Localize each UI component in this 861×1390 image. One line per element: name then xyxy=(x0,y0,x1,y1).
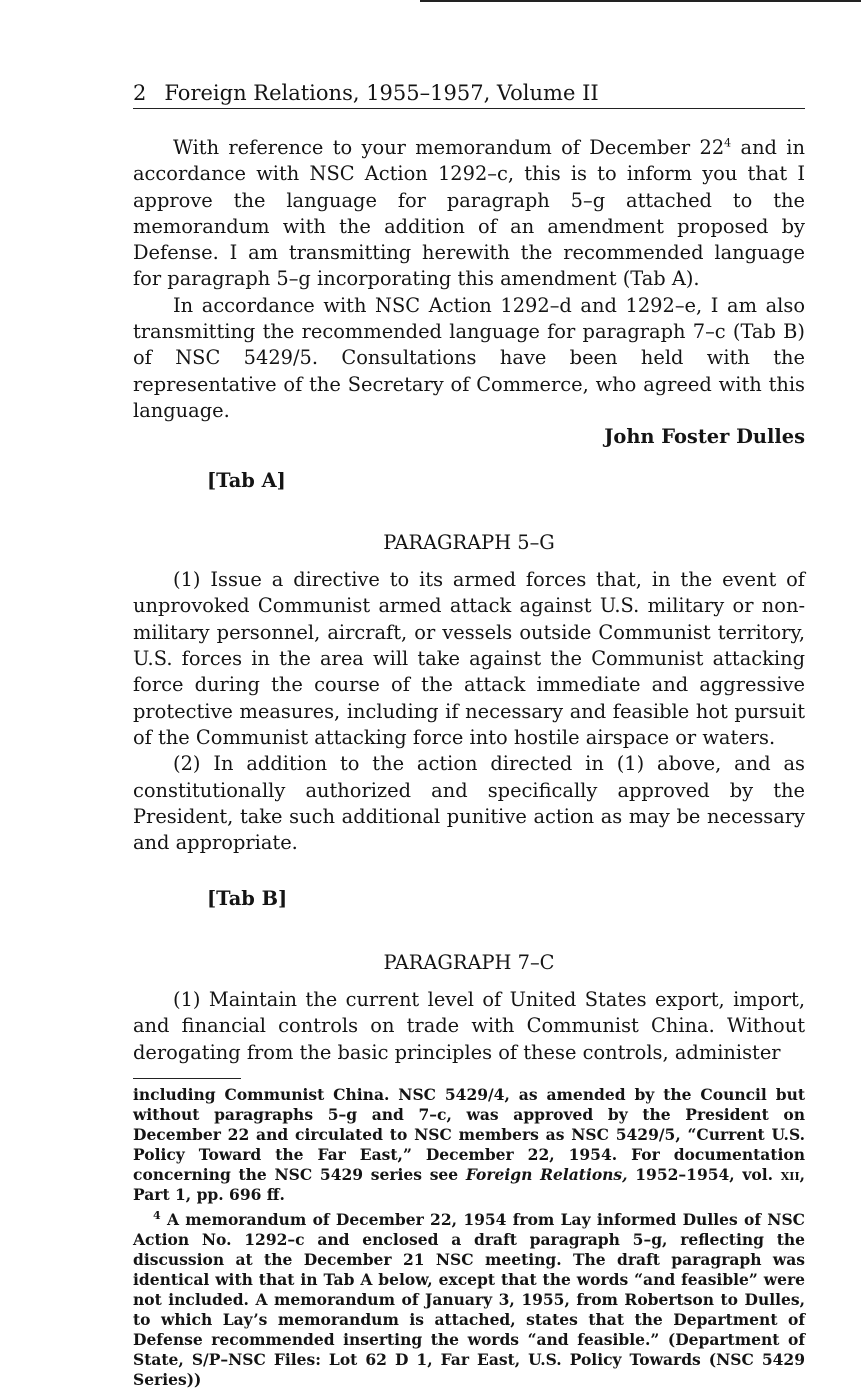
page-number: 2 xyxy=(133,81,147,105)
tab-a-label: [Tab A] xyxy=(207,468,286,492)
letter-paragraph-2: In accordance with NSC Action 1292–d and 1292–e, I am also transmitting the recommended language for paragraph 7–c (Tab B) of NSC 5429/5. Consultations have been held with the representative of the Secretary of Commerce, who agreed with this language. xyxy=(133,293,805,422)
footnote-ref-4: 4 xyxy=(724,136,732,150)
tab-b-label: [Tab B] xyxy=(207,887,288,911)
tab-b-body xyxy=(133,987,805,1066)
tab-a-paragraph-2: (2) In addition to the action directed in (1) above, and as constitutionally authorized and specifically approved by the President, take such additional punitive action as may be necessary and appropriate. xyxy=(133,752,805,855)
paragraph-5g-title: PARAGRAPH 5–G xyxy=(383,530,555,554)
document-page xyxy=(133,80,805,1390)
footnotes xyxy=(133,1085,805,1390)
paragraph-7c-title: PARAGRAPH 7–C xyxy=(383,950,555,974)
footnote-rule xyxy=(133,1078,241,1080)
running-title: Foreign Relations, 1955–1957, Volume II xyxy=(164,81,599,105)
footnote-marker-4: 4 xyxy=(153,1209,161,1223)
tab-a-body xyxy=(133,567,805,856)
footnote-4: $^4$ A memorandum of December 22, 1954 from Lay informed Dulles of NSC Action No. 1292–c and enclosed a draft paragraph 5–g, reflecting the discussion at the December 21 NSC meeting. The draft paragraph was identical with that in Tab A below, except that the words “and feasible” were not included. A memorandum of January 3, 1955, from Robertson to Dulles, to which Lay’s memorandum is attached, states that the Department of Defense recommended inserting the words “and feasible.” (Department of State, S/P–NSC Files: Lot 62 D 1, Far East, U.S. Policy Towards (NSC 5429 Series)) xyxy=(133,1209,805,1390)
letter-body xyxy=(133,135,805,424)
top-edge-rule xyxy=(420,0,861,2)
running-header xyxy=(133,80,805,109)
tab-b-paragraph-1: (1) Maintain the current level of United States export, import, and financial controls on trade with Communist China. Without derogating from the basic principles of these controls, administer xyxy=(133,988,805,1064)
footnote-continued: including Communist China. NSC 5429/4, as amended by the Council but without paragraphs 5–g and 7–c, was approved by the President on December 22 and circulated to NSC members as NSC 5429/5, “Current U.S. Policy Toward the Far East,” December 22, 1954. For documentation concerning the NSC 5429 series see Foreign Relations, 1952–1954, vol. xii, Part 1, pp. 696 ff. xyxy=(133,1085,805,1205)
letter-paragraph-1: With reference to your memorandum of December $22^4$ and in accordance with NSC Action 1292–c, this is to inform you that I approve the language for paragraph 5–g attached to the memorandum with the addition of an amendment proposed by Defense. I am transmitting herewith the recommended language for paragraph 5–g incorporating this amendment (Tab A). xyxy=(133,136,805,291)
signature: John Foster Dulles xyxy=(604,425,805,449)
tab-a-paragraph-1: (1) Issue a directive to its armed forces that, in the event of unprovoked Communist armed attack against U.S. military or non-military personnel, aircraft, or vessels outside Communist territory, U.S. forces in the area will take against the Communist attacking force during the course of the attack immediate and aggressive protective measures, including if necessary and feasible hot pursuit of the Communist attacking force into hostile airspace or waters. xyxy=(133,568,805,749)
